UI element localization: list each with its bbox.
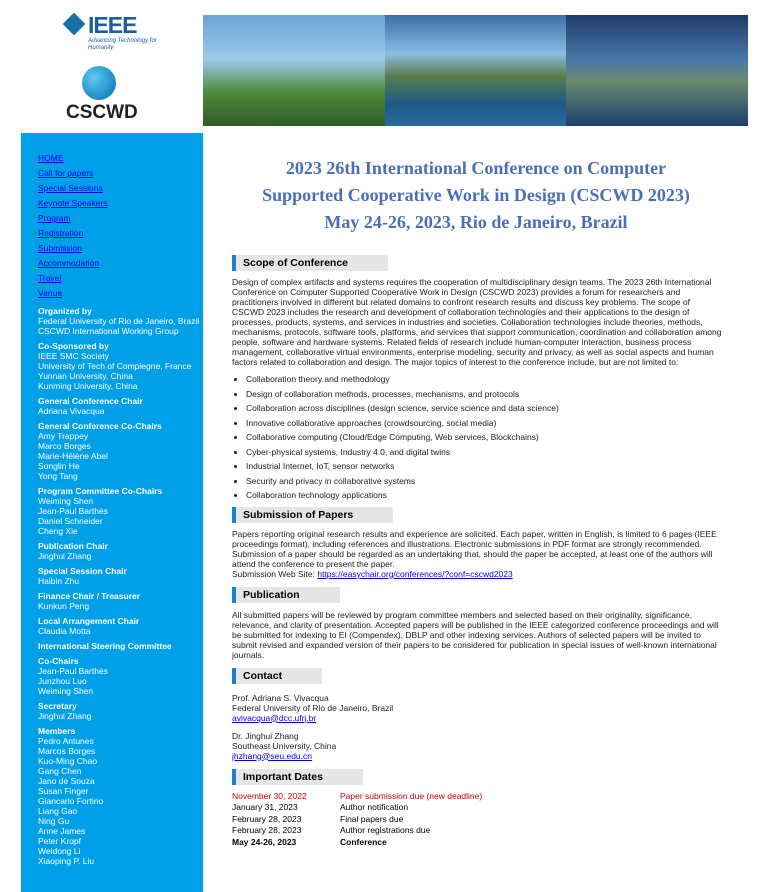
sidebar-group — [38, 541, 203, 561]
scope-text: Design of complex artifacts and systems requires the cooperation of multidisciplinary design teams. The 2023 26th International Conference on Computer Supported Cooperative Work in Design (CSCWD 2023) provides a forum for researchers and practitioners involved in different but related domains to confront research results and discuss key problems. The scope of CSCWD 2023 includes the research and development of collaboration technologies and their applications to the design of processes, products, systems, and services in industries and societies. Collaboration technologies include theories, methods, mechanisms, protocols, software tools, platforms, and services that support communication, coordination and collaboration among people, software and hardware systems. Related fields of research include human-computer interaction, business process management, collaborative virtual environments, enterprise modeling, security and privacy, as well as social aspects and human factors related to collaboration and design. The major topics of interest to the conference include, but are not limited to: — [232, 277, 722, 367]
sidebar-committee-info — [38, 306, 203, 866]
nav-link-registration[interactable]: Registration — [38, 228, 84, 238]
sidebar-group-line: Daniel Schneider — [38, 516, 103, 526]
sidebar-group — [38, 641, 203, 651]
sidebar-group-heading: International Steering Committee — [38, 641, 172, 651]
ieee-tagline: Advancing Technology for Humanity — [88, 38, 157, 51]
sidebar-group-line: Haibin Zhu — [38, 576, 80, 586]
sidebar-group-line: Kuo-Ming Chao — [38, 756, 98, 766]
title-line-1: 2023 26th International Conference on Computer — [285, 158, 667, 178]
nav-link-home[interactable]: HOME — [38, 153, 64, 163]
sidebar-group-line: Ning Gu — [38, 816, 70, 826]
banner-photo-christ-redeemer — [203, 15, 385, 126]
submission-text: Papers reporting original research results and experience are solicited. Each paper, written in English, is limited to 6 pages (IEEE proceedings format), including references and illustrations. Electronic submissions in PDF format are strongly recommended. Submission of a paper should be regarded as an undertaking that, should the paper be accepted, at least one of the authors will attend the conference to present the paper. — [232, 528, 717, 569]
sidebar-group — [38, 726, 203, 866]
sidebar-group — [38, 421, 203, 481]
date-event: Conference — [340, 836, 387, 847]
contact-1-email-link[interactable]: avivacqua@dcc.ufrj.br — [232, 712, 317, 723]
contact-1-affiliation: Federal University of Rio de Janeiro, Brazil — [232, 702, 394, 713]
nav-link-call-for-papers[interactable]: Call for papers — [38, 168, 94, 178]
sidebar-group — [38, 616, 203, 636]
sidebar-group-line: Cheng Xie — [38, 526, 78, 536]
sidebar-group-line: Gang Chen — [38, 766, 82, 776]
dates-heading: Important Dates — [232, 769, 363, 785]
banner-photo-sugarloaf — [385, 15, 567, 126]
conference-title — [227, 155, 725, 236]
date-row — [232, 814, 722, 826]
date-row — [232, 802, 722, 814]
title-line-3: May 24-26, 2023, Rio de Janeiro, Brazil — [324, 212, 628, 232]
sidebar-group-line: Xiaoping P. Liu — [38, 856, 95, 866]
sidebar-group-line: Peter Kropf — [38, 836, 81, 846]
date-value: February 28, 2023 — [232, 825, 302, 835]
date-event: Author notification — [340, 802, 409, 812]
sidebar-group-line: Liang Gao — [38, 806, 78, 816]
sidebar-group-heading: Members — [38, 726, 76, 736]
sidebar-group-line: Junzhou Luo — [38, 676, 87, 686]
date-event: Paper submission due (new deadline) — [340, 790, 483, 801]
date-event: Final papers due — [340, 813, 404, 824]
sidebar-group-heading: General Conference Co-Chairs — [38, 421, 162, 431]
sidebar — [21, 133, 203, 892]
nav-link-travel[interactable]: Travel — [38, 273, 62, 283]
sidebar-group-line: Songlin He — [38, 461, 80, 471]
sidebar-group-line: Federal University of Rio de Janeiro, Brazil — [38, 316, 200, 326]
sidebar-group-line: Weiming Shen — [38, 686, 94, 696]
contact-person-2 — [232, 731, 722, 761]
topic-item: • Industrial Internet, IoT, sensor networks — [246, 459, 722, 474]
sidebar-group-line: Jinghui Zhang — [38, 711, 92, 721]
sidebar-group — [38, 656, 203, 696]
date-value: January 31, 2023 — [232, 802, 298, 812]
cscwd-globe-icon — [82, 66, 116, 100]
sidebar-group-line: University of Tech of Compiegne, France — [38, 361, 192, 371]
sidebar-group-heading: Program Committee Co-Chairs — [38, 486, 163, 496]
date-row — [232, 837, 722, 849]
sidebar-group-line: Marcos Borges — [38, 746, 96, 756]
contact-person-1 — [232, 693, 722, 723]
logo-area — [20, 12, 200, 132]
title-line-2: Supported Cooperative Work in Design (CSCWD 2023) — [262, 185, 690, 205]
nav-link-venue[interactable]: Venue — [38, 288, 63, 298]
cscwd-wordmark: CSCWD — [66, 102, 138, 123]
topic-item: • Design of collaboration methods, processes, mechanisms, and protocols — [246, 387, 722, 402]
nav-link-special-sessions[interactable]: Special Sessions — [38, 183, 103, 193]
sidebar-group — [38, 701, 203, 721]
sidebar-group-heading: Special Session Chair — [38, 566, 127, 576]
ieee-logo[interactable] — [66, 14, 156, 56]
topic-item: • Collaboration theory and methodology — [246, 372, 722, 387]
publication-heading: Publication — [232, 587, 340, 603]
submission-heading: Submission of Papers — [232, 507, 393, 523]
nav-link-submission[interactable]: Submission — [38, 243, 82, 253]
nav-link-program[interactable]: Program — [38, 213, 71, 223]
sidebar-group — [38, 341, 203, 391]
sidebar-group-heading: Publication Chair — [38, 541, 108, 551]
sidebar-nav — [38, 151, 203, 301]
date-value: February 28, 2023 — [232, 813, 302, 824]
submission-site-label: Submission Web Site: — [232, 568, 318, 579]
sidebar-group-line: Marco Borges — [38, 441, 91, 451]
sidebar-group-line: Giancarlo Fortino — [38, 796, 104, 806]
sidebar-group-line: Susan Finger — [38, 786, 89, 796]
date-event: Author registrations due — [340, 825, 431, 835]
sidebar-group — [38, 566, 203, 586]
sidebar-group-line: Weiming Shen — [38, 496, 94, 506]
sidebar-group — [38, 591, 203, 611]
contact-2-affiliation: Southeast University, China — [232, 740, 337, 751]
sidebar-group-line: Anne James — [38, 826, 86, 836]
sidebar-group-line: Jinghui Zhang — [38, 551, 92, 561]
sidebar-group — [38, 396, 203, 416]
date-row — [232, 825, 722, 837]
sidebar-group-line: Yong Tang — [38, 471, 78, 481]
topic-item: • Innovative collaborative approaches (crowdsourcing, social media) — [246, 416, 722, 431]
submission-site — [232, 569, 722, 579]
topic-item: • Collaboration across disciplines (design science, service science and data science) — [246, 401, 722, 416]
contact-2-name: Dr. Jinghui Zhang — [232, 730, 299, 741]
topics-list — [232, 372, 722, 503]
sidebar-group-line: Jano de Souza — [38, 776, 95, 786]
topic-item: • Collaborative computing (Cloud/Edge Computing, Web services, Blockchains) — [246, 430, 722, 445]
sidebar-group-line: Kunkun Peng — [38, 601, 90, 611]
date-value: November 30, 2022 — [232, 790, 307, 801]
sidebar-group-line: CSCWD International Working Group — [38, 326, 179, 336]
date-row — [232, 791, 722, 803]
submission-site-link[interactable]: https://easychair.org/conferences/?conf=cscwd2023 — [317, 568, 513, 579]
sidebar-group — [38, 306, 203, 336]
topic-item: • Collaboration technology applications — [246, 488, 722, 503]
sidebar-group-line: Yunnan University, China — [38, 371, 133, 381]
sidebar-group — [38, 486, 203, 536]
sidebar-group-heading: Co-Chairs — [38, 656, 79, 666]
sidebar-group-heading: Organized by — [38, 306, 92, 316]
sidebar-group-line: Jean-Paul Barthès — [38, 666, 108, 676]
banner-photo-rio-city — [566, 15, 748, 126]
sidebar-group-line: Marie-Hélène Abel — [38, 451, 108, 461]
sidebar-group-line: IEEE SMC Society — [38, 351, 109, 361]
sidebar-group-line: Kunming University, China — [38, 381, 138, 391]
sidebar-group-line: Jean-Paul Barthès — [38, 506, 108, 516]
contact-heading: Contact — [232, 668, 322, 684]
ieee-wordmark: IEEE — [88, 12, 137, 38]
topic-item: • Cyber-physical systems, Industry 4.0, and digital twins — [246, 445, 722, 460]
sidebar-group-heading: Secretary — [38, 701, 77, 711]
dates-table — [232, 791, 722, 849]
date-value: May 24-26, 2023 — [232, 836, 297, 847]
banner — [203, 15, 748, 126]
sidebar-group-line: Claudia Motta — [38, 626, 91, 636]
nav-link-keynote-speakers[interactable]: Keynote Speakers — [38, 198, 108, 208]
contact-1-name: Prof. Adriana S. Vivacqua — [232, 692, 329, 703]
sidebar-group-line: Amy Trappey — [38, 431, 89, 441]
nav-link-accommodation[interactable]: Accommodation — [38, 258, 99, 268]
sidebar-group-line: Weidong Li — [38, 846, 81, 856]
topic-item: • Security and privacy in collaborative systems — [246, 474, 722, 489]
sidebar-group-heading: General Conference Chair — [38, 396, 143, 406]
ieee-diamond-icon — [63, 13, 86, 36]
contact-2-email-link[interactable]: jhzhang@seu.edu.cn — [232, 750, 312, 761]
sidebar-group-line: Adriana Vivacqua — [38, 406, 105, 416]
main-content — [232, 155, 722, 848]
sidebar-group-heading: Local Arrangement Chair — [38, 616, 140, 626]
sidebar-group-heading: Co-Sponsored by — [38, 341, 109, 351]
scope-heading: Scope of Conference — [232, 255, 388, 271]
publication-text: All submitted papers will be reviewed by program committee members and selected based on their originality, significance, relevance, and clarity of presentation. Accepted papers will be published in the IEEE categorized conference proceedings and will be submitted for indexing to EI (Compendex), DBLP and other indexing services. Authors of selected papers will be invited to submit revised and expanded version of their papers to be considered for publication in special issues of well-known international journals. — [232, 609, 719, 660]
sidebar-group-heading: Finance Chair / Treasurer — [38, 591, 141, 601]
sidebar-group-line: Pedro Antunes — [38, 736, 94, 746]
